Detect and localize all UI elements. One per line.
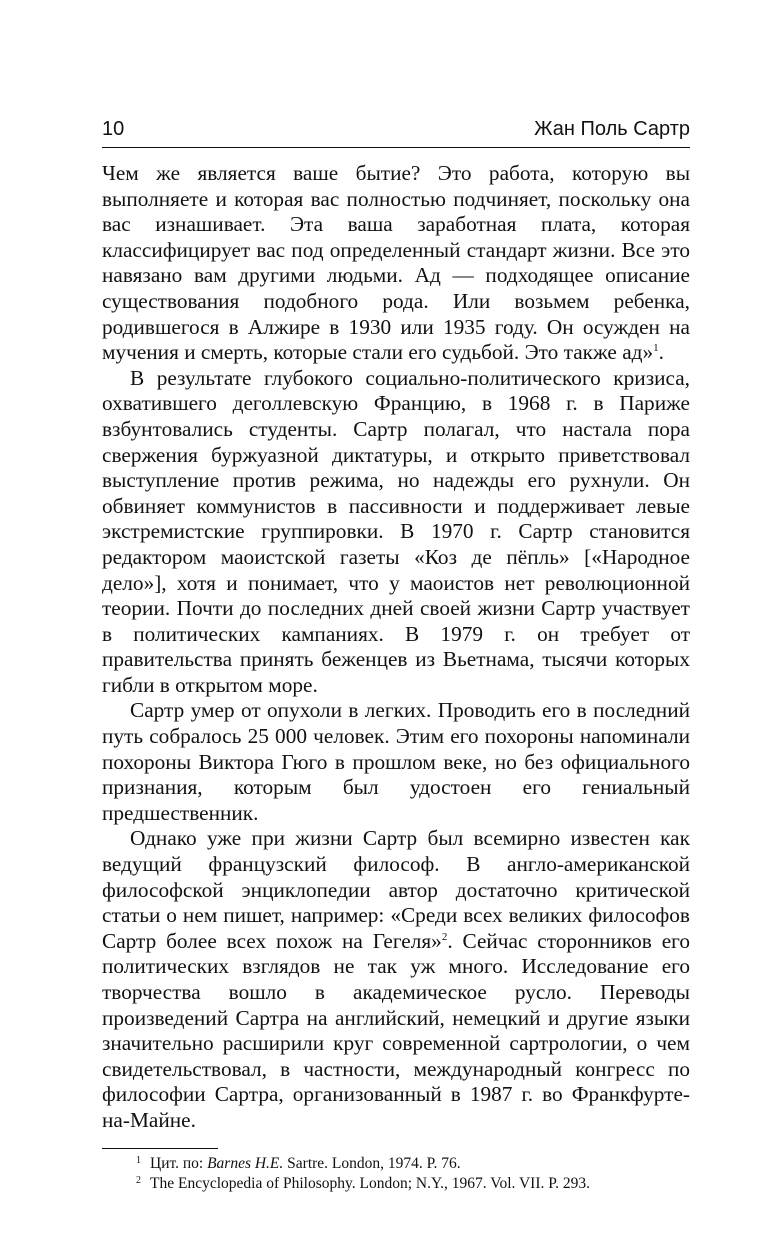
footnote-2-text: The Encyclopedia of Philosophy. London; N.Y., 1967. Vol. VII. P. 293.: [150, 1174, 591, 1192]
footnotes: [102, 1154, 690, 1194]
paragraph-4: [102, 826, 690, 1133]
paragraph-2: В результате глубокого социально-политического кризиса, охватившего деголлевскую Францию, в 1968 г. в Париже взбунтовались студенты. Сартр полагал, что настала пора свержения буржуазной диктатуры, и открыто приветствовал выступление против режима, но надежды его рухнули. Он обвиняет коммунистов в пассивности и поддерживает левые экстремистские группировки. В 1970 г. Сартр становится редактором маоистской газеты «Коз де пёпль» [«Народное дело»], хотя и понимает, что у маоистов нет революционной теории. Почти до последних дней своей жизни Сартр участвует в политических кампаниях. В 1979 г. он требует от правительства принять беженцев из Вьетнама, тысячи которых гибли в открытом море.: [102, 365, 690, 697]
footnote-1: [102, 1154, 690, 1174]
footnote-1-text: [136, 1154, 461, 1174]
footnote-1-rest: Sartre. London, 1974. P. 76.: [283, 1154, 461, 1172]
paragraph-4-text-before: Однако уже при жизни Сартр был всемирно известен как ведущий французский философ. В англо-американской философской энциклопедии автор достаточно критической статьи о нем пишет, например: «Среди всех великих философов Сартр более всех похож на Гегеля»: [102, 826, 690, 953]
book-page: [102, 116, 690, 1194]
footnote-ref-2: 2: [441, 930, 448, 943]
main-text: [102, 161, 690, 1134]
footnote-2-number: 2: [136, 1174, 141, 1186]
footnote-2: [102, 1174, 690, 1194]
running-title: Жан Поль Сартр: [534, 118, 690, 140]
footnote-1-prefix: Цит. по:: [150, 1154, 208, 1172]
paragraph-1-text: Чем же является ваше бытие? Это работа, которую вы выполняете и которая вас полностью подчиняет, поскольку она вас изнашивает. Эта ваша заработная плата, которая классифицирует вас под определенный стандарт жизни. Все это навязано вам другими людьми. Ад — подходящее описание существования подобного рода. Или возьмем ребенка, родившегося в Алжире в 1930 или 1935 году. Он осужден на мучения и смерть, которые стали его судьбой. Это также ад»: [102, 161, 690, 365]
footnote-rule: [102, 1148, 218, 1149]
footnote-1-number: 1: [136, 1154, 141, 1166]
paragraph-4-text-after: . Сейчас сторонников его политических взглядов не так уж много. Исследование его творчества вошло в академическое русло. Переводы произведений Сартра на английский, немецкий и другие языки значительно расширили круг современной сартрологии, о чем свидетельствовал, в частности, международный конгресс по философии Сартра, организованный в 1987 г. во Франкфурте-на-Майне.: [102, 928, 691, 1132]
page-number: 10: [102, 118, 125, 140]
paragraph-1: [102, 161, 690, 366]
footnote-1-author: Barnes H.E.: [207, 1154, 284, 1172]
footnote-ref-1: 1: [653, 342, 659, 355]
paragraph-1-tail: .: [658, 340, 664, 365]
paragraph-3: Сартр умер от опухоли в легких. Проводить его в последний путь собралось 25 000 человек. Этим его похороны напоминали похороны Виктора Гюго в прошлом веке, но без официального признания, которым был удостоен его гениальный предшественник.: [102, 698, 690, 825]
running-header: [102, 116, 690, 148]
